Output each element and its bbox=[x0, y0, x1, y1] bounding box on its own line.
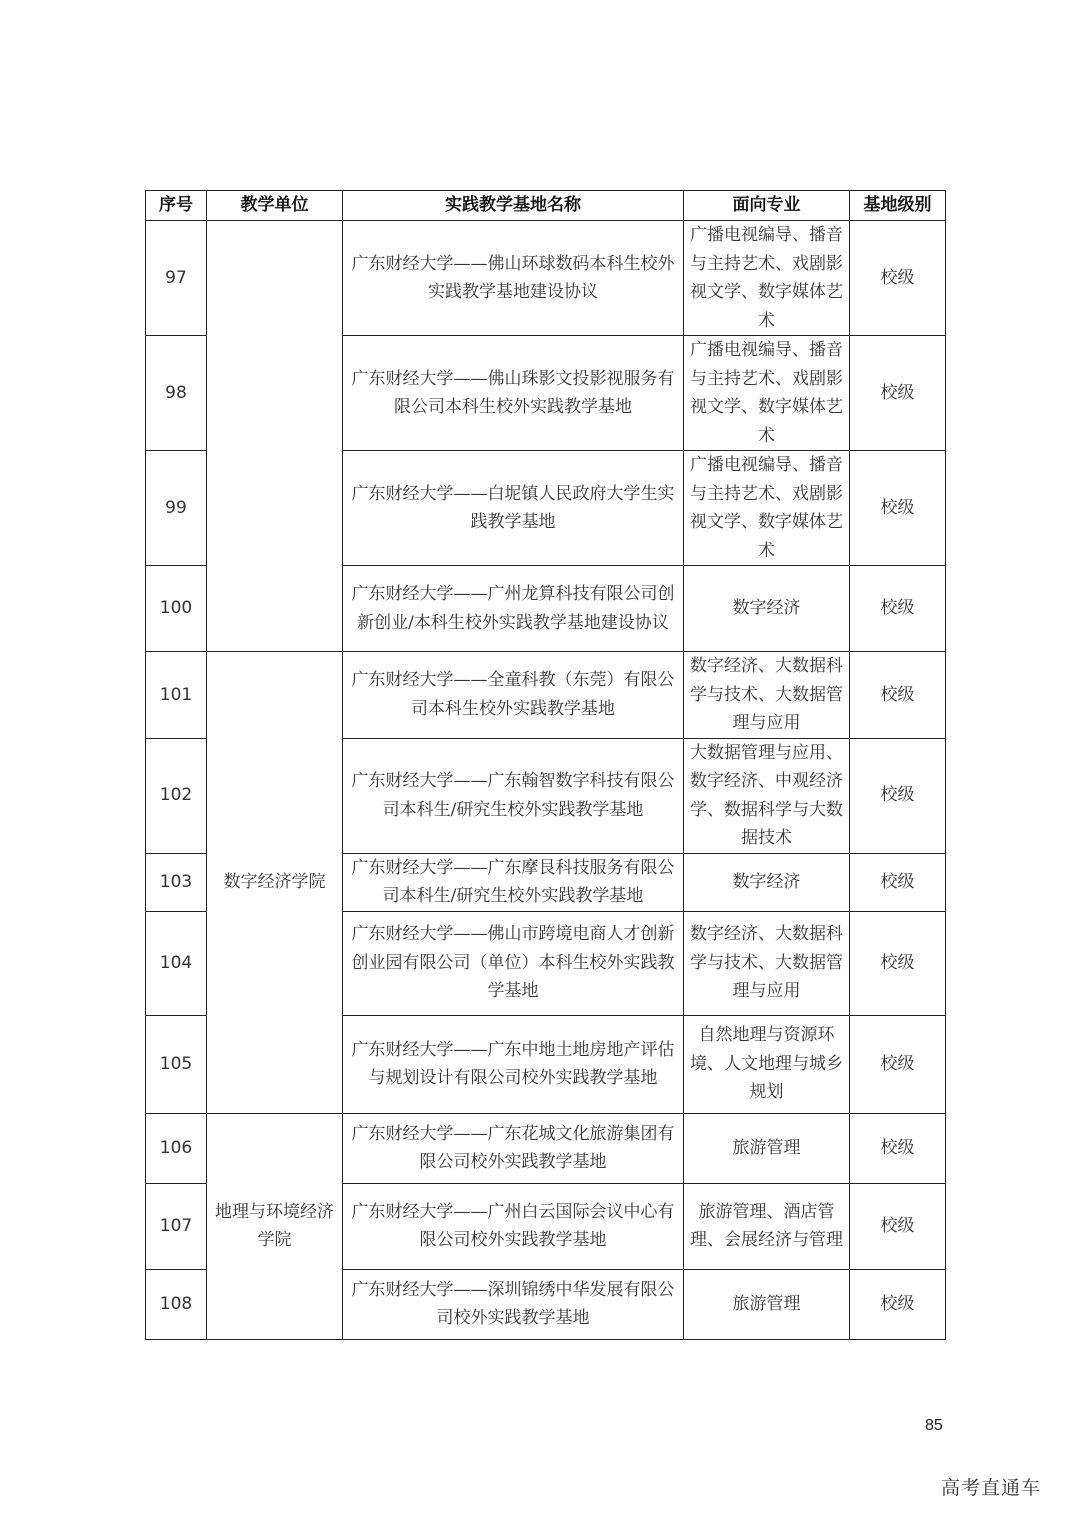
base-name-cell: 广东财经大学——广东摩艮科技服务有限公司本科生/研究生校外实践教学基地 bbox=[343, 853, 684, 911]
major-cell: 大数据管理与应用、数字经济、中观经济学、数据科学与大数据技术 bbox=[684, 738, 850, 853]
level-cell: 校级 bbox=[850, 1269, 946, 1339]
seq-cell: 98 bbox=[146, 336, 207, 451]
level-cell: 校级 bbox=[850, 911, 946, 1015]
header-row bbox=[146, 191, 946, 221]
table-row bbox=[146, 1113, 946, 1183]
seq-cell: 106 bbox=[146, 1113, 207, 1183]
seq-cell: 102 bbox=[146, 738, 207, 853]
major-cell: 广播电视编导、播音与主持艺术、戏剧影视文学、数字媒体艺术 bbox=[684, 336, 850, 451]
level-cell: 校级 bbox=[850, 451, 946, 566]
base-name-cell: 广东财经大学——广东中地土地房地产评估与规划设计有限公司校外实践教学基地 bbox=[343, 1015, 684, 1113]
seq-cell: 103 bbox=[146, 853, 207, 911]
major-cell: 自然地理与资源环境、人文地理与城乡规划 bbox=[684, 1015, 850, 1113]
watermark-text: 高考直通车 bbox=[941, 1477, 1042, 1499]
base-name-cell: 广东财经大学——广东翰智数字科技有限公司本科生/研究生校外实践教学基地 bbox=[343, 738, 684, 853]
base-name-cell: 广东财经大学——佛山珠影文投影视服务有限公司本科生校外实践教学基地 bbox=[343, 336, 684, 451]
seq-cell: 100 bbox=[146, 566, 207, 652]
major-cell: 旅游管理 bbox=[684, 1269, 850, 1339]
table-row bbox=[146, 652, 946, 739]
level-cell: 校级 bbox=[850, 566, 946, 652]
level-cell: 校级 bbox=[850, 652, 946, 739]
base-name-cell: 广东财经大学——广州龙算科技有限公司创新创业/本科生校外实践教学基地建设协议 bbox=[343, 566, 684, 652]
base-name-cell: 广东财经大学——佛山环球数码本科生校外实践教学基地建设协议 bbox=[343, 221, 684, 336]
practice-base-table bbox=[145, 190, 946, 1340]
major-cell: 旅游管理、酒店管理、会展经济与管理 bbox=[684, 1183, 850, 1269]
page-number: 85 bbox=[925, 1417, 943, 1434]
major-cell: 数字经济、大数据科学与技术、大数据管理与应用 bbox=[684, 652, 850, 739]
level-cell: 校级 bbox=[850, 221, 946, 336]
level-cell: 校级 bbox=[850, 1183, 946, 1269]
major-cell: 数字经济 bbox=[684, 566, 850, 652]
table-row bbox=[146, 221, 946, 336]
level-cell: 校级 bbox=[850, 1015, 946, 1113]
seq-cell: 107 bbox=[146, 1183, 207, 1269]
base-name-cell: 广东财经大学——深圳锦绣中华发展有限公司校外实践教学基地 bbox=[343, 1269, 684, 1339]
base-name-cell: 广东财经大学——白坭镇人民政府大学生实践教学基地 bbox=[343, 451, 684, 566]
header-unit: 教学单位 bbox=[207, 191, 343, 221]
base-name-cell: 广东财经大学——广州白云国际会议中心有限公司校外实践教学基地 bbox=[343, 1183, 684, 1269]
unit-cell-digital-economy: 数字经济学院 bbox=[207, 652, 343, 1114]
major-cell: 广播电视编导、播音与主持艺术、戏剧影视文学、数字媒体艺术 bbox=[684, 451, 850, 566]
level-cell: 校级 bbox=[850, 1113, 946, 1183]
major-cell: 旅游管理 bbox=[684, 1113, 850, 1183]
level-cell: 校级 bbox=[850, 336, 946, 451]
seq-cell: 105 bbox=[146, 1015, 207, 1113]
level-cell: 校级 bbox=[850, 853, 946, 911]
seq-cell: 101 bbox=[146, 652, 207, 739]
header-name: 实践教学基地名称 bbox=[343, 191, 684, 221]
header-seq: 序号 bbox=[146, 191, 207, 221]
base-name-cell: 广东财经大学——广东花城文化旅游集团有限公司校外实践教学基地 bbox=[343, 1113, 684, 1183]
seq-cell: 108 bbox=[146, 1269, 207, 1339]
base-name-cell: 广东财经大学——佛山市跨境电商人才创新创业园有限公司（单位）本科生校外实践教学基地 bbox=[343, 911, 684, 1015]
unit-cell-geo-env: 地理与环境经济学院 bbox=[207, 1113, 343, 1339]
unit-cell-blank bbox=[207, 221, 343, 652]
seq-cell: 104 bbox=[146, 911, 207, 1015]
level-cell: 校级 bbox=[850, 738, 946, 853]
seq-cell: 99 bbox=[146, 451, 207, 566]
header-major: 面向专业 bbox=[684, 191, 850, 221]
seq-cell: 97 bbox=[146, 221, 207, 336]
major-cell: 广播电视编导、播音与主持艺术、戏剧影视文学、数字媒体艺术 bbox=[684, 221, 850, 336]
major-cell: 数字经济、大数据科学与技术、大数据管理与应用 bbox=[684, 911, 850, 1015]
base-name-cell: 广东财经大学——全童科教（东莞）有限公司本科生校外实践教学基地 bbox=[343, 652, 684, 739]
major-cell: 数字经济 bbox=[684, 853, 850, 911]
header-level: 基地级别 bbox=[850, 191, 946, 221]
